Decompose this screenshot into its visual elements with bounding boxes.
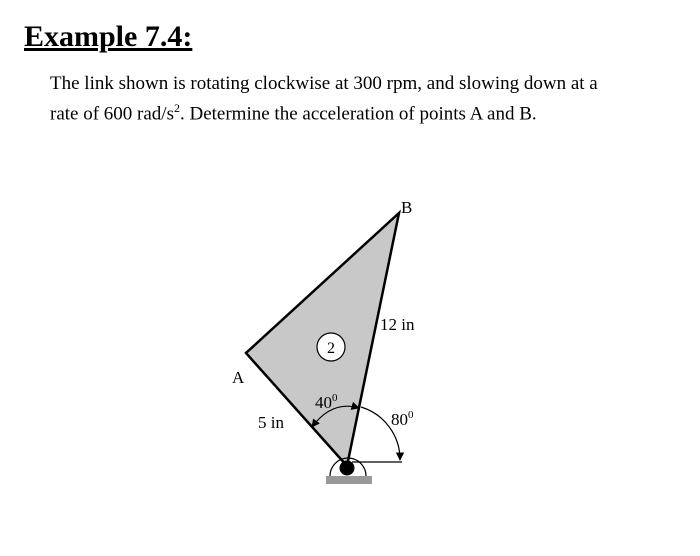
link-number: 2 bbox=[327, 340, 335, 357]
label-length-oa: 5 in bbox=[258, 413, 284, 432]
problem-line-2-start: rate of 600 rad/s bbox=[50, 103, 174, 125]
page-title: Example 7.4: bbox=[24, 20, 193, 53]
problem-line-2-end: . Determine the acceleration of points A and B. bbox=[179, 103, 537, 125]
label-point-a: A bbox=[232, 368, 245, 387]
pivot-o bbox=[340, 461, 355, 476]
label-length-ob: 12 in bbox=[380, 315, 415, 334]
problem-line-1: The link shown is rotating clockwise at 300 rpm, and slowing down at a bbox=[50, 73, 598, 94]
label-angle-80: $80^0$ bbox=[391, 409, 414, 429]
label-point-b: B bbox=[401, 198, 413, 217]
ground-support bbox=[326, 476, 372, 484]
label-angle-40: $40^0$ bbox=[315, 392, 338, 412]
superscript-2: 2 bbox=[173, 101, 180, 115]
